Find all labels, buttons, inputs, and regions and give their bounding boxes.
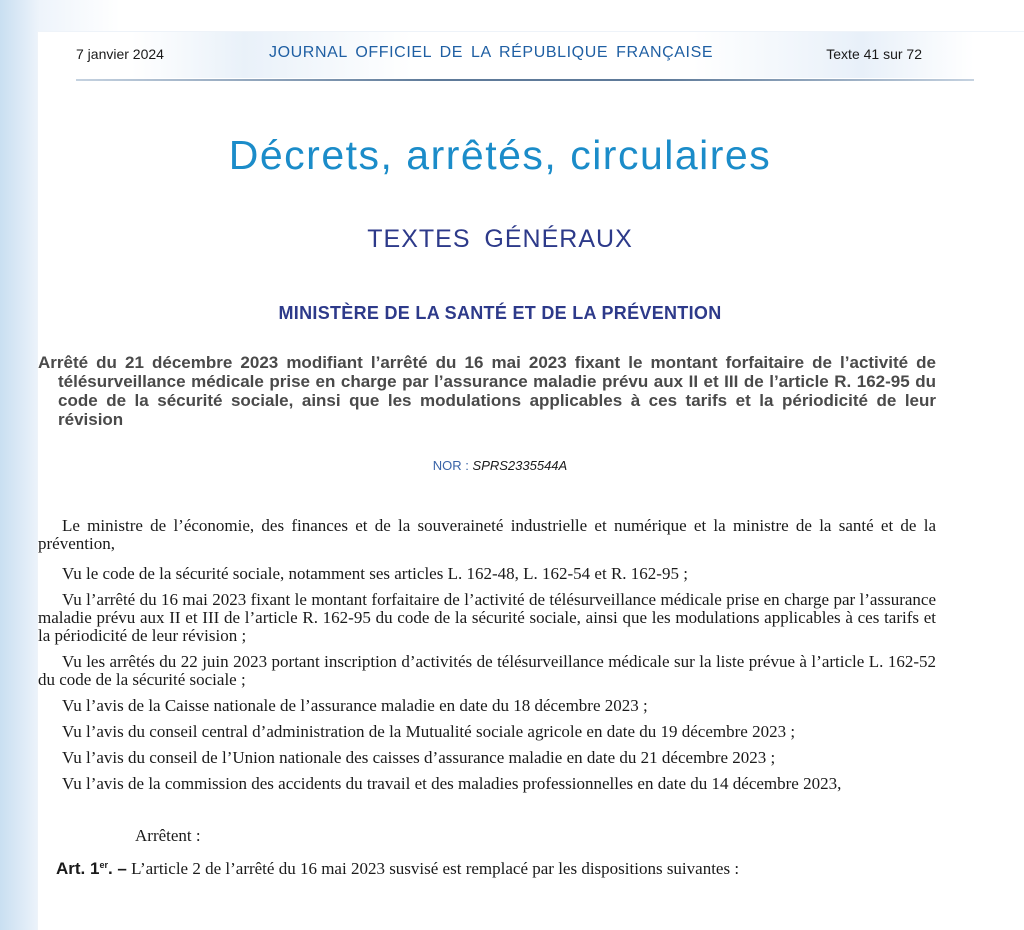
- visa-paragraph: Vu l’avis du conseil de l’Union nationale des caisses d’assurance maladie en date du 21 décembre 2023 ;: [62, 748, 776, 767]
- visa-paragraph: Vu l’arrêté du 16 mai 2023 fixant le montant forfaitaire de l’activité de télésurveillance médicale prise en charge par l’assurance maladie prévu aux II et III de l’article R. 162-95 du code de la sécurité sociale, ainsi que les modulations applicables à ces tarifs et la périodicité de leur révision ;: [38, 590, 936, 645]
- preamble: [38, 517, 936, 801]
- section-title: Décrets, arrêtés, circulaires: [228, 132, 772, 178]
- visa-paragraph: Vu le code de la sécurité sociale, notamment ses articles L. 162-48, L. 162-54 et R. 162-95 ;: [62, 564, 688, 583]
- subsection-title: TEXTES GÉNÉRAUX: [367, 225, 633, 253]
- visa-paragraph: Vu les arrêtés du 22 juin 2023 portant inscription d’activités de télésurveillance médicale sur la liste prévue à l’article L. 162-52 du code de la sécurité sociale ;: [38, 652, 936, 689]
- nor-value: SPRS2335544A: [472, 458, 568, 473]
- arretent-heading: Arrêtent :: [135, 826, 201, 845]
- article-1: [56, 859, 936, 879]
- article-ordinal: er: [99, 860, 108, 870]
- arrete-title: Arrêté du 21 décembre 2023 modifiant l’arrêté du 16 mai 2023 fixant le montant forfaitaire de l’activité de télésurveillance médicale prise en charge par l’assurance maladie prévu aux II et III de l’article R. 162-95 du code de la sécurité sociale, ainsi que les modulations applicables à ces tarifs et la périodicité de leur révision: [38, 353, 936, 429]
- publication-date: 7 janvier 2024: [76, 46, 164, 62]
- header-divider: [76, 79, 974, 81]
- nor-label: NOR :: [432, 458, 469, 473]
- article-separator: . –: [107, 859, 127, 878]
- visa-paragraph: Vu l’avis de la commission des accidents du travail et des maladies professionnelles en date du 14 décembre 2023,: [62, 774, 842, 793]
- visa-paragraph: Vu l’avis de la Caisse nationale de l’assurance maladie en date du 18 décembre 2023 ;: [62, 696, 648, 715]
- visa-paragraph: Vu l’avis du conseil central d’administration de la Mutualité sociale agricole en date du 19 décembre 2023 ;: [62, 722, 796, 741]
- article-text: L’article 2 de l’arrêté du 16 mai 2023 susvisé est remplacé par les dispositions suivantes :: [131, 859, 740, 878]
- journal-title: JOURNAL OFFICIEL DE LA RÉPUBLIQUE FRANÇAISE: [269, 44, 714, 61]
- ministry-heading: MINISTÈRE DE LA SANTÉ ET DE LA PRÉVENTION: [278, 303, 722, 323]
- article-label: Art. 1: [56, 859, 100, 878]
- nor-reference: [0, 458, 1000, 473]
- page-header: [38, 32, 974, 78]
- preamble-paragraph: Le ministre de l’économie, des finances et de la souveraineté industrielle et numérique et la ministre de la santé et de la prévention,: [38, 516, 936, 553]
- text-position: Texte 41 sur 72: [826, 46, 922, 62]
